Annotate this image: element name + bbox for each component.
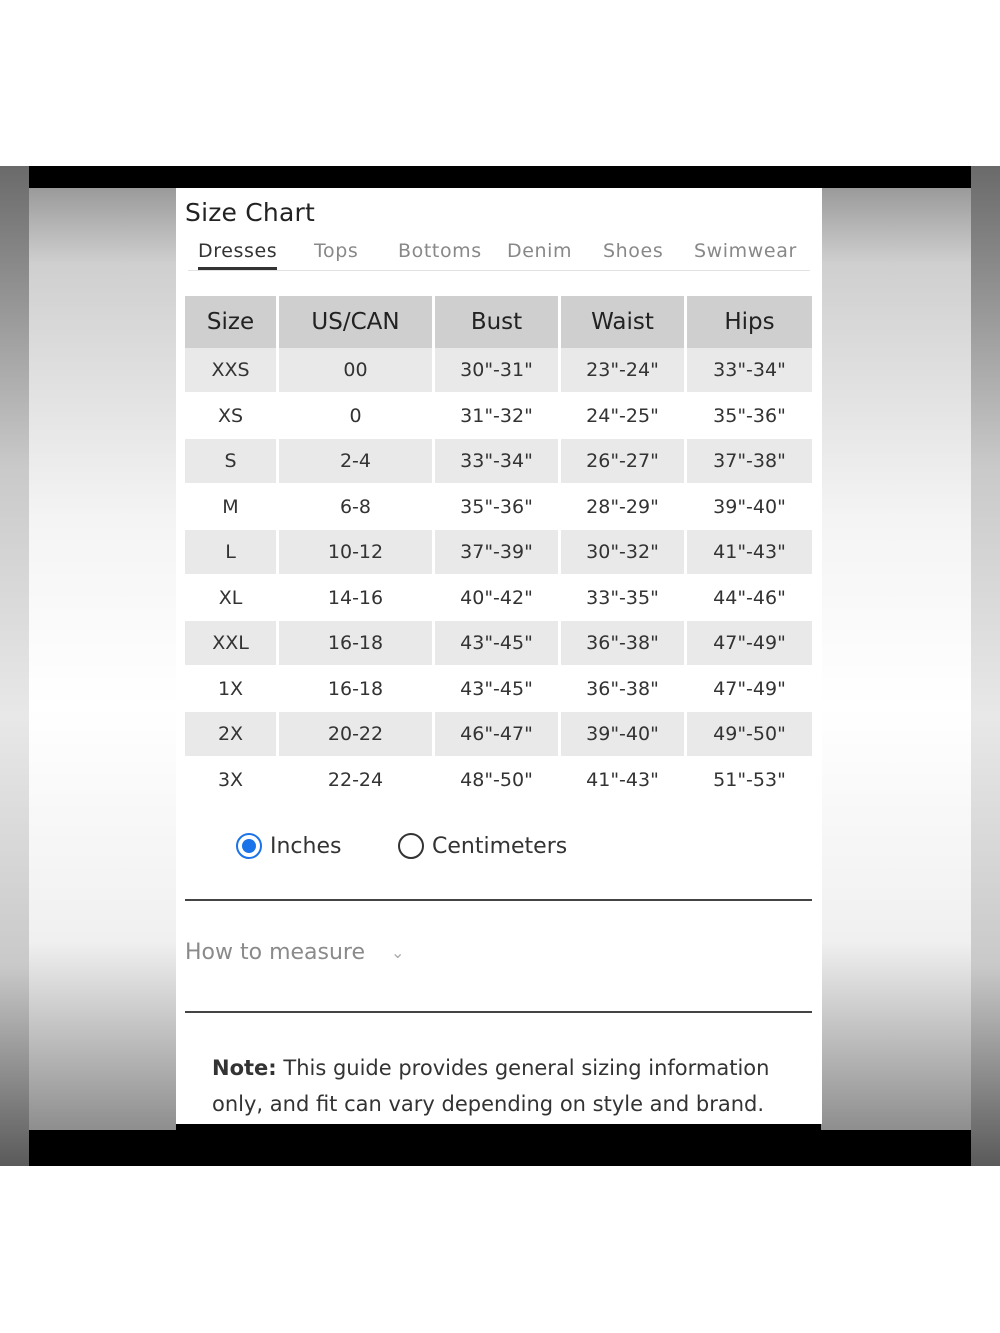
right-backdrop [821,188,971,1130]
tab-denim[interactable]: Denim [507,240,573,262]
table-row [185,485,812,531]
table-row [185,394,812,440]
cell-us-can: 10-12 [279,530,432,574]
cell-us-can: 22-24 [327,768,384,791]
header-waist: Waist [561,296,684,348]
size-chart-panel [176,188,822,1124]
table-row [185,348,812,394]
cell-hips: 35"-36" [713,404,786,427]
cell-bust: 46"-47" [435,712,558,756]
table-header-row [185,296,812,342]
cell-us-can: 20-22 [279,712,432,756]
cell-size: XXS [185,348,276,392]
cell-us-can: 0 [349,404,362,427]
cell-waist: 36"-38" [561,621,684,665]
how-to-measure-toggle[interactable] [185,940,404,965]
cell-hips: 33"-34" [687,348,812,392]
table-row [185,667,812,713]
table-row [185,621,812,667]
chevron-down-icon: ⌄ [391,943,405,962]
tab-tops[interactable]: Tops [314,240,359,262]
table-row [185,758,812,804]
page-title: Size Chart [185,198,315,227]
cell-bust: 33"-34" [435,439,558,483]
table-row [185,439,812,485]
cell-waist: 30"-32" [561,530,684,574]
cell-us-can: 00 [279,348,432,392]
how-to-measure-label: How to measure [185,940,366,965]
table-row [185,712,812,758]
cell-bust: 37"-39" [435,530,558,574]
inches-option[interactable] [236,833,341,859]
cell-bust: 43"-45" [435,621,558,665]
tab-bottoms[interactable]: Bottoms [398,240,482,262]
cell-size: 2X [185,712,276,756]
sizing-note [212,1050,802,1122]
centimeters-label: Centimeters [432,833,568,859]
cell-size: XL [218,586,243,609]
divider-bottom [185,1011,812,1013]
cell-waist: 36"-38" [586,677,659,700]
cell-bust: 35"-36" [460,495,533,518]
centimeters-option[interactable] [398,833,567,859]
cell-waist: 26"-27" [561,439,684,483]
cell-hips: 41"-43" [687,530,812,574]
cell-us-can: 14-16 [327,586,384,609]
cell-waist: 33"-35" [586,586,659,609]
note-prefix: Note: [212,1056,277,1080]
tab-shoes[interactable]: Shoes [603,240,664,262]
inches-radio[interactable] [236,833,262,859]
cell-bust: 40"-42" [460,586,533,609]
tab-swimwear[interactable]: Swimwear [694,240,797,262]
note-text: This guide provides general sizing information only, and fit can vary depending on style and brand. [212,1056,770,1116]
cell-size: M [222,495,239,518]
header-size: Size [185,296,276,348]
cell-size: 1X [217,677,244,700]
cell-us-can: 16-18 [327,677,384,700]
cell-waist: 39"-40" [561,712,684,756]
cell-hips: 47"-49" [687,621,812,665]
cell-hips: 49"-50" [687,712,812,756]
cell-hips: 51"-53" [713,768,786,791]
cell-size: 3X [217,768,244,791]
cell-size: L [185,530,276,574]
left-backdrop [29,188,176,1130]
right-edge-border [971,166,1000,1166]
table-row [185,530,812,576]
cell-bust: 43"-45" [460,677,533,700]
tab-dresses[interactable]: Dresses [198,240,277,270]
divider-top [185,899,812,901]
cell-waist: 41"-43" [586,768,659,791]
category-tabs [188,240,810,271]
cell-us-can: 2-4 [279,439,432,483]
header-bust: Bust [435,296,558,348]
cell-bust: 31"-32" [460,404,533,427]
cell-waist: 28"-29" [586,495,659,518]
cell-size: XS [217,404,244,427]
cell-size: XXL [185,621,276,665]
cell-hips: 37"-38" [687,439,812,483]
table-row [185,576,812,622]
left-edge-border [0,166,29,1166]
cell-bust: 30"-31" [435,348,558,392]
centimeters-radio[interactable] [398,833,424,859]
cell-size: S [185,439,276,483]
cell-us-can: 16-18 [279,621,432,665]
cell-hips: 39"-40" [713,495,786,518]
size-table [185,296,812,806]
cell-waist: 23"-24" [561,348,684,392]
cell-bust: 48"-50" [460,768,533,791]
header-us-can: US/CAN [279,296,432,348]
cell-waist: 24"-25" [586,404,659,427]
cell-hips: 44"-46" [713,586,786,609]
cell-hips: 47"-49" [713,677,786,700]
cell-us-can: 6-8 [339,495,372,518]
header-hips: Hips [687,296,812,348]
inches-label: Inches [270,833,342,859]
